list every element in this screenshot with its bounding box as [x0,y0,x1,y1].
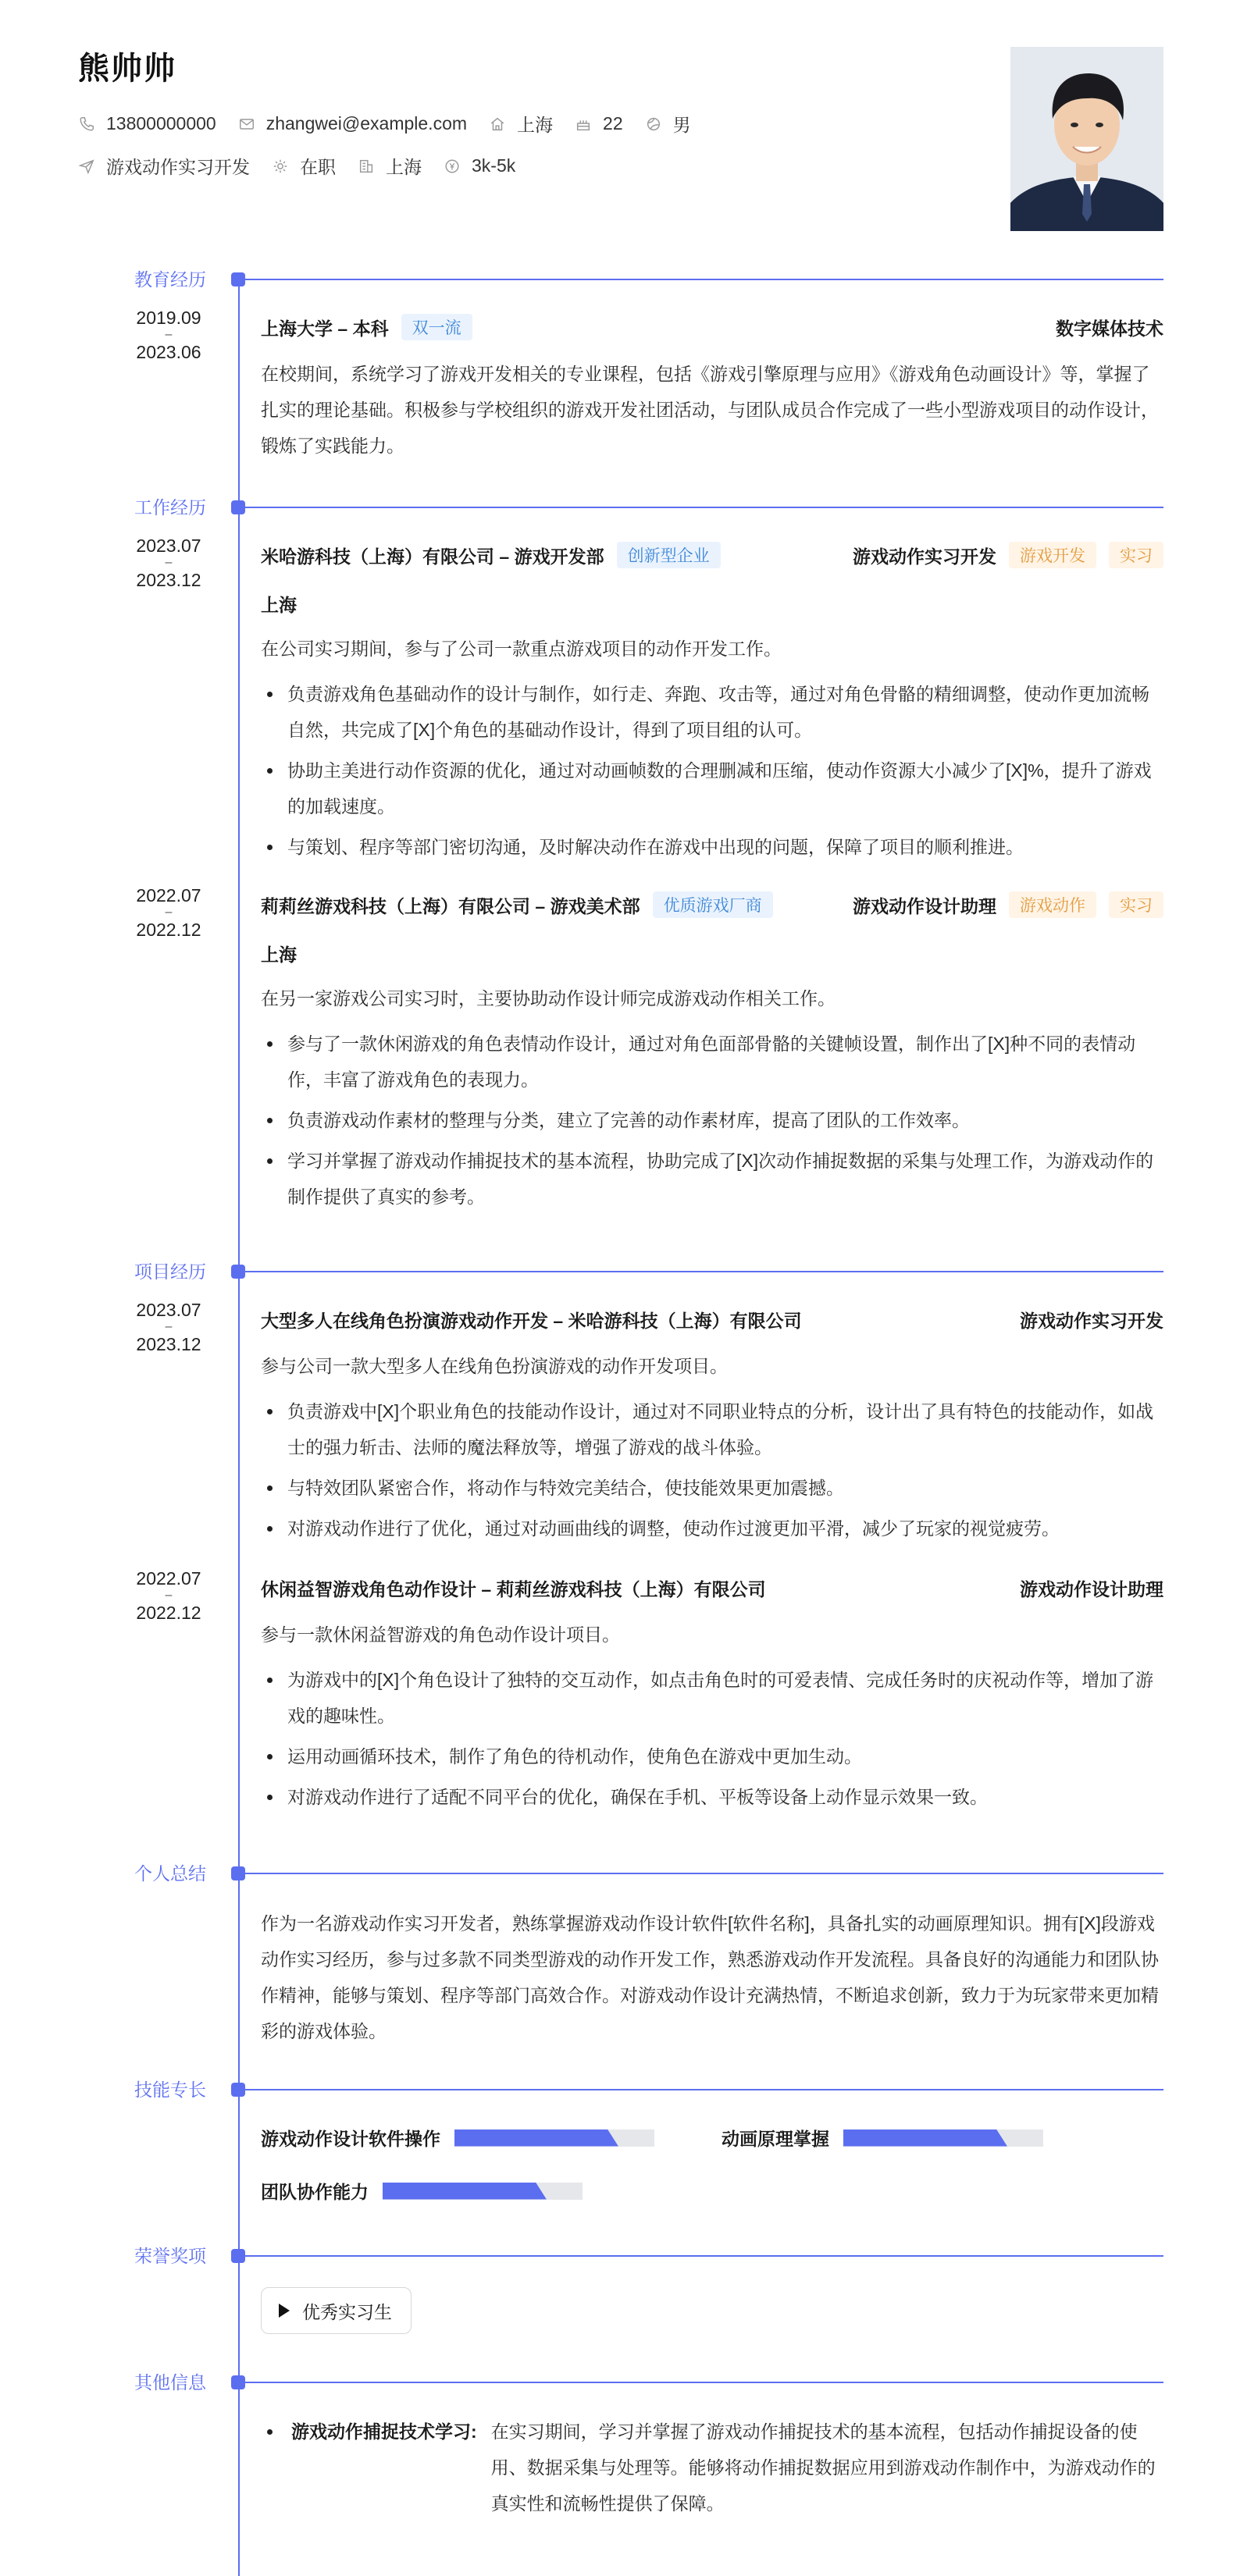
skill-fill [454,2129,618,2147]
status-text: 在职 [300,157,336,177]
email-text: zhangwei@example.com [265,113,468,133]
list-item: 与策划、程序等部门密切沟通，及时解决动作在游戏中出现的问题，保障了项目的顺利推进。 [261,829,1163,865]
project-2-right [1020,1575,1163,1601]
major-name: 数字媒体技术 [1056,318,1163,339]
phone-text: 13800000000 [106,113,216,133]
section-education-header [0,268,1163,291]
work-2-bullets [261,1026,1163,1219]
project-2-date [122,1569,216,1622]
date-start: 2022.07 [136,885,201,906]
company-tag: 优质游戏厂商 [653,891,773,918]
home-icon [489,116,506,133]
age-item [575,113,623,134]
job-category-tag: 游戏动作 [1009,891,1096,918]
date-end: 2022.12 [136,920,201,940]
list-item: 为游戏中的[X]个角色设计了独特的交互动作，如点击角色时的可爱表情、完成任务时的庆祝动作等，增加了游戏的趣味性。 [261,1662,1163,1734]
section-other-header [0,2371,1163,2394]
section-rule [245,2255,1163,2257]
cake-icon [575,116,592,133]
skill-item [722,2125,1043,2151]
project-1-date [122,1300,216,1354]
date-sep: – [165,1589,173,1602]
other-info-item [261,2414,1163,2521]
work-1-right [853,542,1163,568]
company-name: 莉莉丝游戏科技（上海）有限公司 – 游戏美术部 [261,895,640,916]
skill-bar [843,2129,1043,2147]
section-work-title: 工作经历 [134,497,206,518]
section-rule [245,507,1163,508]
gender-icon [645,116,662,133]
education-desc: 在校期间，系统学习了游戏开发相关的专业课程，包括《游戏引擎原理与应用》《游戏角色动画设计》等，掌握了扎实的理论基础。积极参与学校组织的游戏开发社团活动，与团队成员合作完成了一些小型游戏项目的动作设计，锻炼了实践能力。 [261,364,1159,456]
section-work-header [0,496,1163,519]
age-text: 22 [603,113,623,133]
date-sep: – [165,328,173,341]
other-info-text: 在实习期间，学习并掌握了游戏动作捕捉技术的基本流程，包括动作捕捉设备的使用、数据采集与处理等。能够将动作捕捉数据应用到游戏动作制作中，为游戏动作的真实性和流畅性提供了保障。 [490,2421,1156,2514]
section-marker [231,272,245,286]
profile-photo [1010,47,1163,231]
project-role: 游戏动作实习开发 [1020,1310,1163,1331]
date-start: 2019.09 [136,308,201,328]
job-target-item [78,153,250,179]
work-city-text: 上海 [386,157,422,177]
section-rule [245,1873,1163,1874]
project-1-header [261,1306,1163,1332]
section-rule [245,2382,1163,2383]
send-icon [78,158,95,175]
date-start: 2022.07 [136,1568,201,1589]
section-marker [231,1866,245,1880]
contact-row [78,111,713,137]
skill-name: 动画原理掌握 [722,2129,829,2149]
date-sep: – [165,906,173,919]
work-2-desc: 在另一家游戏公司实习时，主要协助动作设计师完成游戏动作相关工作。 [261,988,836,1009]
project-1-desc: 参与公司一款大型多人在线角色扮演游戏的动作开发项目。 [261,1356,728,1376]
skill-name: 游戏动作设计软件操作 [261,2129,440,2149]
list-item: 对游戏动作进行了适配不同平台的优化，确保在手机、平板等设备上动作显示效果一致。 [261,1779,1163,1815]
project-title: 大型多人在线角色扮演游戏动作开发 – 米哈游科技（上海）有限公司 [261,1310,802,1331]
salary-text: 3k-5k [472,155,516,176]
play-icon [279,2304,290,2318]
project-2-desc: 参与一款休闲益智游戏的角色动作设计项目。 [261,1624,620,1645]
section-project-header [0,1260,1163,1283]
bullet-dot [267,2429,273,2435]
date-end: 2022.12 [136,1603,201,1623]
section-other-title: 其他信息 [134,2372,206,2393]
gender-item [645,111,691,137]
award-text: 优秀实习生 [302,2301,392,2322]
school-tag: 双一流 [401,314,472,340]
date-start: 2023.07 [136,535,201,556]
project-title: 休闲益智游戏角色动作设计 – 莉莉丝游戏科技（上海）有限公司 [261,1578,766,1599]
education-right [1056,315,1163,340]
section-marker [231,2375,245,2389]
work-1-bullets [261,676,1163,870]
skill-bar [383,2183,583,2200]
phone-item [78,113,216,134]
list-item: 负责游戏动作素材的整理与分类，建立了完善的动作素材库，提高了团队的工作效率。 [261,1102,1163,1138]
building-icon [358,158,375,175]
list-item: 协助主美进行动作资源的优化，通过对动画帧数的合理删减和压缩，使动作资源大小减少了[X]%，提升了游戏的加载速度。 [261,753,1163,824]
list-item: 运用动画循环技术，制作了角色的待机动作，使角色在游戏中更加生动。 [261,1738,1163,1774]
work-1-date [122,536,216,589]
project-1-bullets [261,1393,1163,1551]
date-end: 2023.12 [136,1334,201,1354]
job-category-tag: 游戏开发 [1009,542,1096,568]
project-2-header [261,1574,1163,1601]
hometown-text: 上海 [517,115,554,135]
skill-item [261,2125,654,2151]
job-role: 游戏动作实习开发 [853,546,996,567]
mail-icon [238,116,255,133]
date-sep: – [165,556,173,569]
job-role: 游戏动作设计助理 [853,895,996,916]
other-info-label: 游戏动作捕捉技术学习: [291,2421,477,2442]
coin-icon [444,158,461,175]
company-tag: 创新型企业 [617,542,721,568]
skill-fill [383,2183,547,2200]
date-start: 2023.07 [136,1300,201,1320]
job-type-tag: 实习 [1109,542,1163,568]
award-chip [261,2287,412,2334]
project-2-bullets [261,1662,1163,1820]
phone-icon [78,116,95,133]
work-1-desc: 在公司实习期间，参与了公司一款重点游戏项目的动作开发工作。 [261,639,782,659]
school-name: 上海大学 – 本科 [261,318,389,339]
skill-name: 团队协作能力 [261,2182,369,2202]
salary-item [444,155,515,176]
candidate-name: 熊帅帅 [78,52,176,86]
project-1-right [1020,1307,1163,1332]
skill-fill [843,2129,1007,2147]
education-date [122,308,216,361]
list-item: 学习并掌握了游戏动作捕捉技术的基本流程，协助完成了[X]次动作捕捉数据的采集与处理工作，为游戏动作的制作提供了真实的参考。 [261,1143,1163,1215]
section-awards-header [0,2244,1163,2268]
section-summary-title: 个人总结 [134,1863,206,1884]
summary-text: 作为一名游戏动作实习开发者，熟练掌握游戏动作设计软件[软件名称]，具备扎实的动画原理知识。拥有[X]段游戏动作实习经历，参与过多款不同类型游戏的动作开发工作，熟悉游戏动作开发流程。具备良好的沟通能力和团队协作精神，能够与策划、程序等部门高效合作。对游戏动作设计充满热情，不断追求创新，致力于为玩家带来更加精彩的游戏体验。 [261,1913,1159,2041]
section-project-title: 项目经历 [134,1261,206,1282]
section-rule [245,279,1163,280]
list-item: 与特效团队紧密合作，将动作与特效完美结合，使技能效果更加震撼。 [261,1470,1163,1506]
section-skills-header [0,2078,1163,2101]
section-education-title: 教育经历 [134,269,206,290]
job-type-tag: 实习 [1109,891,1163,918]
section-marker [231,500,245,514]
list-item: 负责游戏中[X]个职业角色的技能动作设计，通过对不同职业特点的分析，设计出了具有特色的技能动作，如战士的强力斩击、法师的魔法释放等，增强了游戏的战斗体验。 [261,1393,1163,1465]
work-2-header [261,891,1163,918]
work-2-date [122,886,216,939]
list-item: 对游戏动作进行了优化，通过对动画曲线的调整，使动作过渡更加平滑，减少了玩家的视觉疲劳。 [261,1510,1163,1546]
date-sep: – [165,1320,173,1333]
gender-text: 男 [672,115,691,135]
work-2-right [853,891,1163,918]
list-item: 负责游戏角色基础动作的设计与制作，如行走、奔跑、攻击等，通过对角色骨骼的精细调整，使动作更加流畅自然，共完成了[X]个角色的基础动作设计，得到了项目组的认可。 [261,676,1163,748]
timeline-line [238,277,240,2576]
company-name: 米哈游科技（上海）有限公司 – 游戏开发部 [261,546,604,567]
status-item [272,153,336,179]
project-role: 游戏动作设计助理 [1020,1578,1163,1599]
job-target-text: 游戏动作实习开发 [106,157,250,177]
date-end: 2023.06 [136,342,201,362]
education-entry-header [261,314,1163,340]
hometown-item [489,111,553,137]
date-end: 2023.12 [136,570,201,590]
section-rule [245,1271,1163,1272]
skill-bar [454,2129,654,2147]
list-item: 参与了一款休闲游戏的角色表情动作设计，通过对角色面部骨骼的关键帧设置，制作出了[X]种不同的表情动作，丰富了游戏角色的表现力。 [261,1026,1163,1098]
section-marker [231,1265,245,1279]
section-marker [231,2249,245,2263]
section-skills-title: 技能专长 [134,2080,206,2100]
skill-item [261,2178,583,2204]
work-1-location: 上海 [261,595,297,615]
work-1-header [261,542,1163,568]
status-icon [272,158,289,175]
work-city-item [358,153,422,179]
job-intention-row [78,153,537,179]
section-awards-title: 荣誉奖项 [134,2246,206,2266]
section-marker [231,2083,245,2097]
section-summary-header [0,1862,1163,1885]
section-rule [245,2089,1163,2090]
work-2-location: 上海 [261,945,297,965]
email-item [238,113,467,134]
